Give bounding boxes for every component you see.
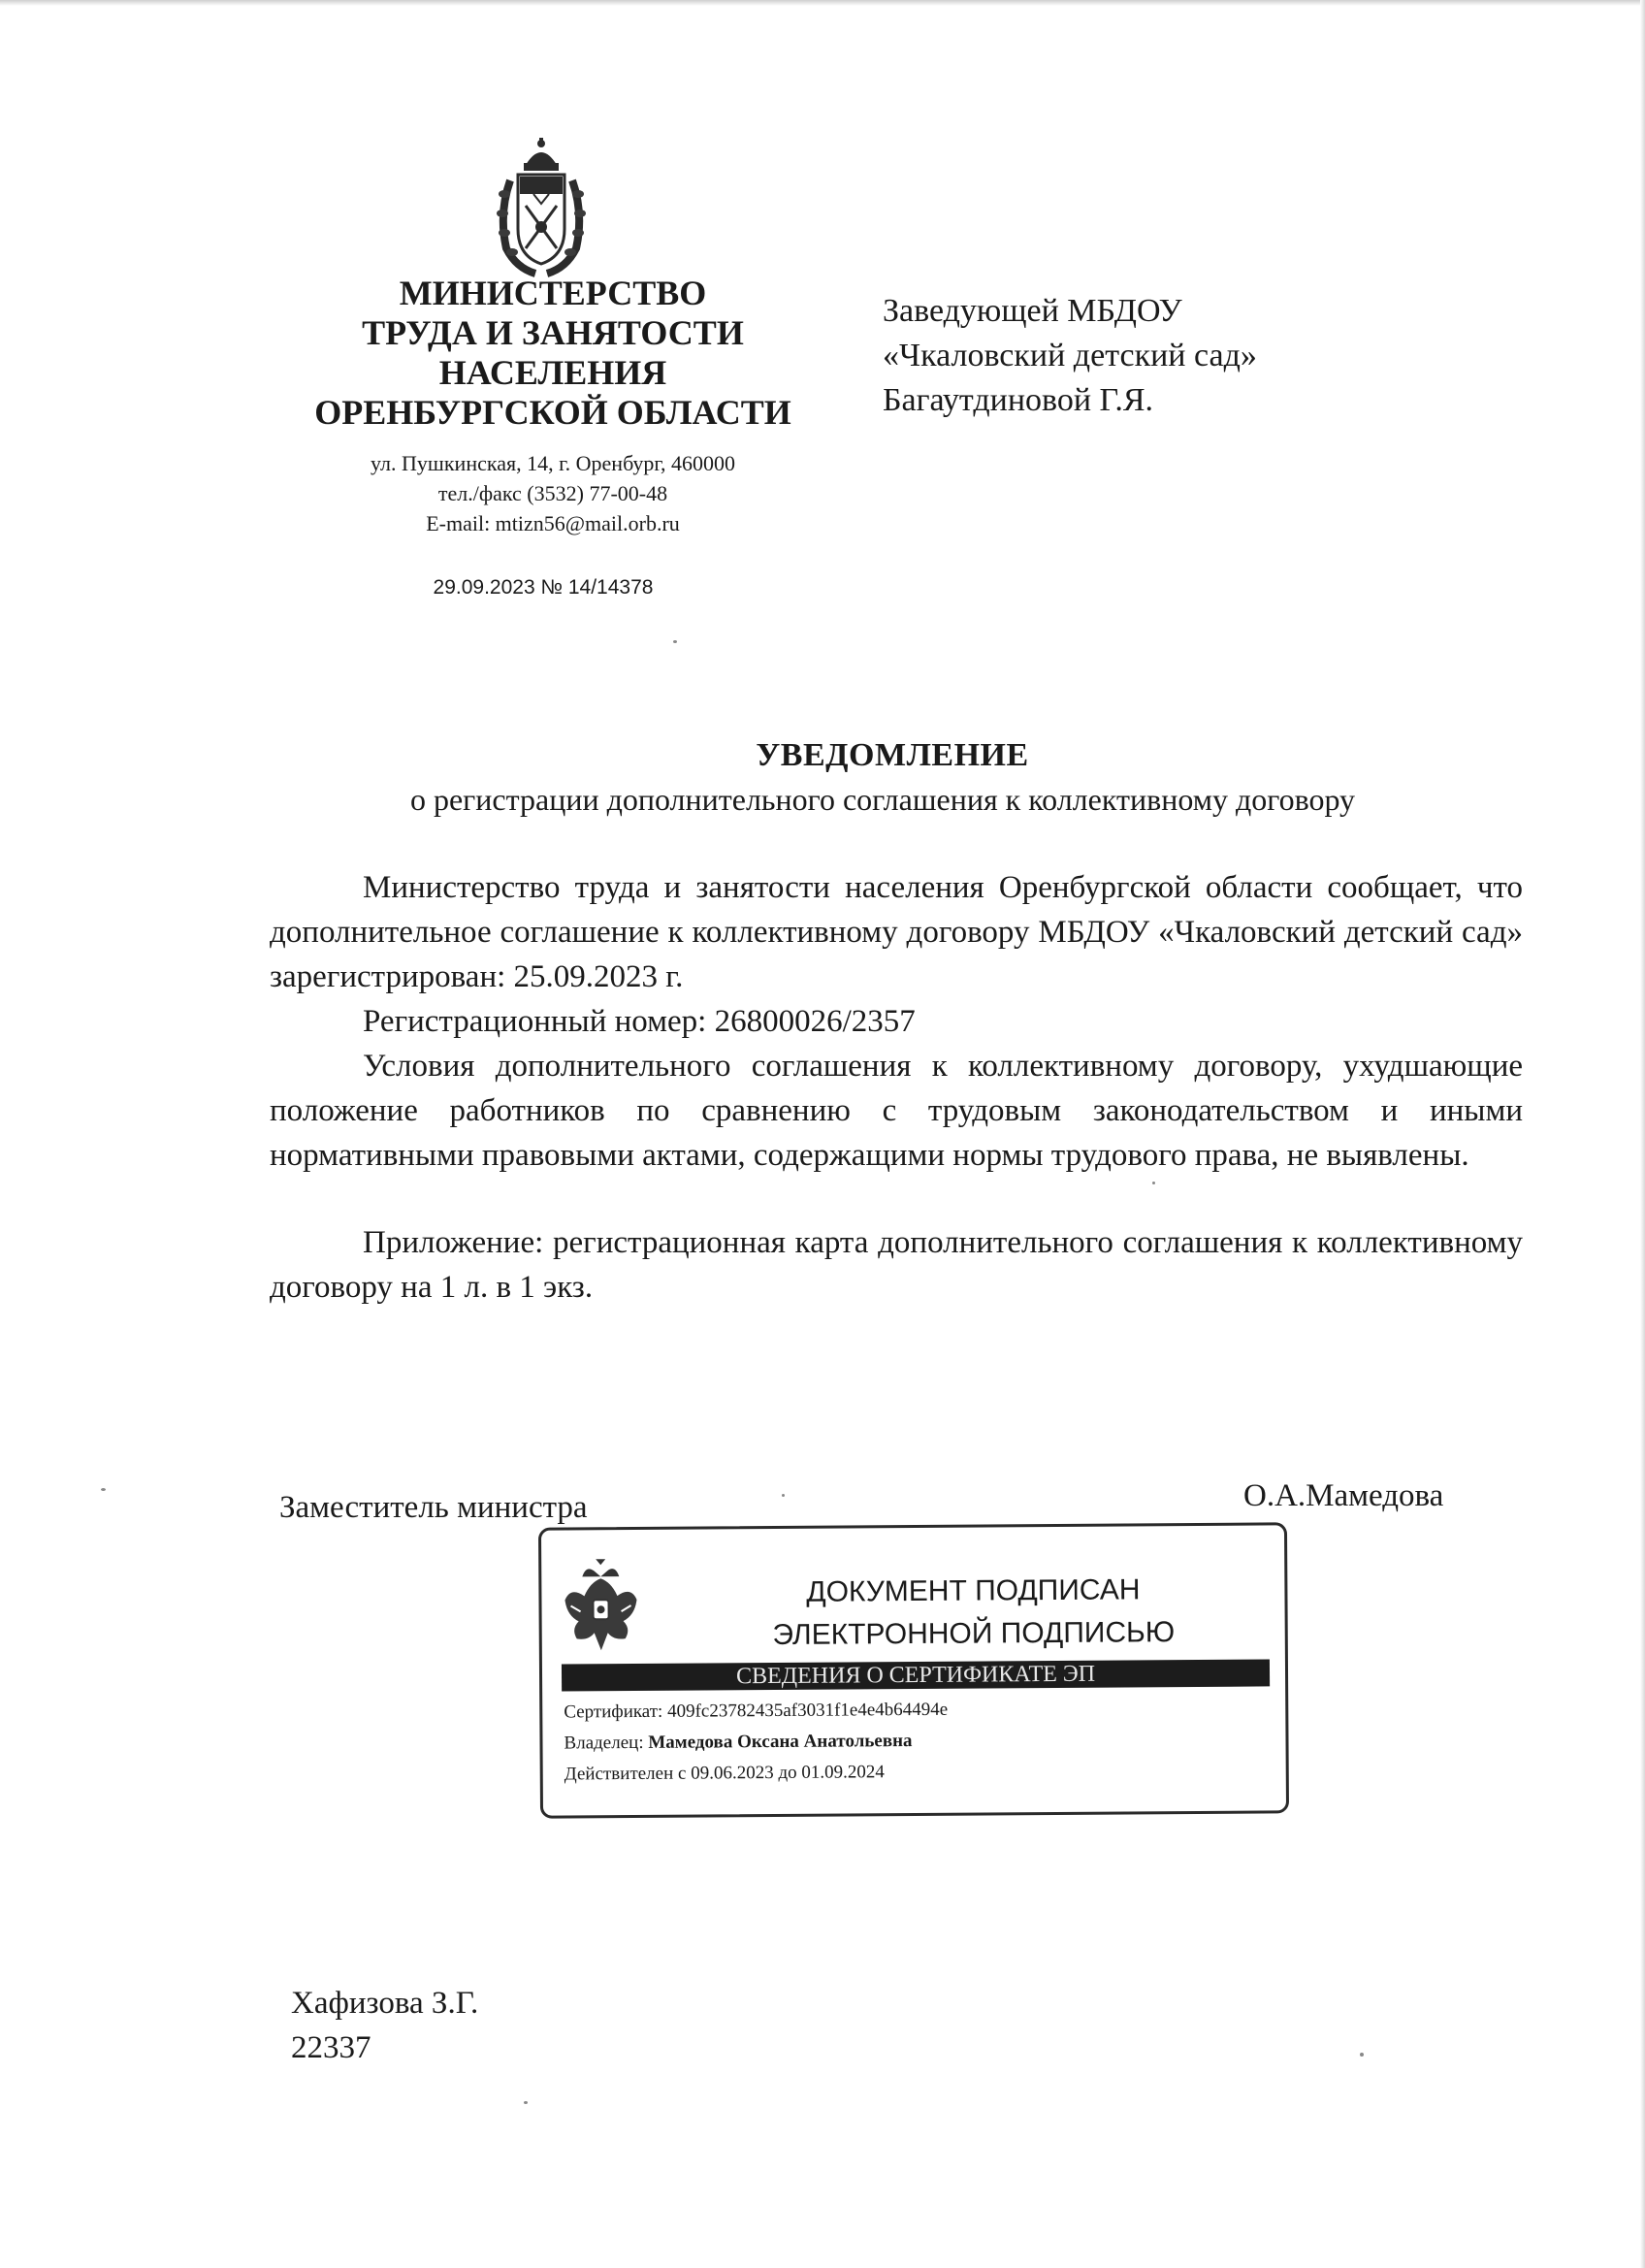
coat-of-arms-icon bbox=[497, 136, 586, 279]
ministry-phone: тел./факс (3532) 77-00-48 bbox=[437, 481, 668, 505]
esign-details bbox=[564, 1692, 1263, 1790]
esign-validity: Действителен с 09.06.2023 до 01.09.2024 bbox=[564, 1762, 885, 1785]
ministry-name-line: МИНИСТЕРСТВО bbox=[399, 274, 707, 312]
notice-title: УВЕДОМЛЕНИЕ bbox=[756, 737, 1029, 773]
esign-certificate-value: 409fc23782435af3031f1e4e4b64494e bbox=[666, 1699, 949, 1722]
scan-edge-right bbox=[1640, 0, 1645, 2268]
ministry-contacts bbox=[291, 448, 815, 538]
ministry-name-line: НАСЕЛЕНИЯ bbox=[438, 353, 667, 392]
signatory-name: О.А.Мамедова bbox=[1243, 1478, 1444, 1513]
notice-body bbox=[270, 865, 1523, 1310]
executor-name: Хафизова З.Г. bbox=[291, 1986, 479, 2021]
ministry-name-line: ТРУДА И ЗАНЯТОСТИ bbox=[362, 313, 744, 352]
addressee-line: Заведующей МБДОУ bbox=[883, 293, 1182, 329]
scan-speck bbox=[782, 1494, 785, 1497]
ministry-name-line: ОРЕНБУРГСКОЙ ОБЛАСТИ bbox=[314, 393, 791, 432]
executor-block bbox=[291, 1981, 478, 2070]
scan-speck bbox=[524, 2101, 528, 2104]
ministry-name bbox=[272, 274, 834, 433]
body-paragraph-registration: Министерство труда и занятости населения Оренбургской области сообщает, что дополнительное соглашение к коллективному договору МБДОУ «Чкаловский детский сад» зарегистрирован: 25.09.2023 г. bbox=[270, 870, 1523, 994]
document-date-number: 29.09.2023 № 14/14378 bbox=[433, 576, 654, 599]
esign-heading bbox=[658, 1568, 1289, 1658]
body-paragraph-attachment: Приложение: регистрационная карта дополнительного соглашения к коллективному договору на 1 л. в 1 экз. bbox=[270, 1225, 1523, 1305]
esign-certificate-bar: СВЕДЕНИЯ О СЕРТИФИКАТЕ ЭП bbox=[562, 1659, 1270, 1691]
scan-speck bbox=[1152, 1182, 1155, 1184]
body-paragraph-reg-number: Регистрационный номер: 26800026/2357 bbox=[363, 1004, 916, 1039]
esign-owner-row bbox=[564, 1723, 1262, 1759]
scan-speck bbox=[673, 640, 677, 643]
esign-owner-value: Мамедова Оксана Анатольевна bbox=[648, 1731, 913, 1753]
esign-certificate-row bbox=[564, 1692, 1262, 1728]
esign-certificate-label: Сертификат: bbox=[564, 1701, 663, 1723]
ministry-email: E-mail: mtizn56@mail.orb.ru bbox=[426, 511, 680, 535]
electronic-signature-stamp bbox=[538, 1522, 1289, 1818]
addressee-line: «Чкаловский детский сад» bbox=[883, 338, 1257, 373]
ministry-address: ул. Пушкинская, 14, г. Оренбург, 460000 bbox=[371, 451, 735, 475]
russia-eagle-icon bbox=[561, 1557, 641, 1657]
esign-heading-line: ЭЛЕКТРОННОЙ ПОДПИСЬЮ bbox=[772, 1616, 1176, 1652]
scan-speck bbox=[101, 1488, 106, 1491]
addressee-block bbox=[883, 289, 1387, 423]
esign-owner-label: Владелец: bbox=[564, 1732, 644, 1754]
signatory-position: Заместитель министра bbox=[279, 1490, 588, 1525]
scan-edge-top bbox=[0, 0, 1645, 6]
addressee-line: Багаутдиновой Г.Я. bbox=[883, 382, 1154, 418]
scan-speck bbox=[1360, 2053, 1364, 2057]
executor-phone: 22337 bbox=[291, 2030, 371, 2065]
esign-heading-line: ДОКУМЕНТ ПОДПИСАН bbox=[806, 1573, 1141, 1608]
body-paragraph-conditions: Условия дополнительного соглашения к коллективному договору, ухудшающие положение работников по сравнению с трудовым законодательством и иными нормативными правовыми актами, содержащими нормы трудового права, не выявлены. bbox=[270, 1049, 1523, 1173]
notice-subtitle: о регистрации дополнительного соглашения к коллективному договору bbox=[409, 782, 1356, 817]
